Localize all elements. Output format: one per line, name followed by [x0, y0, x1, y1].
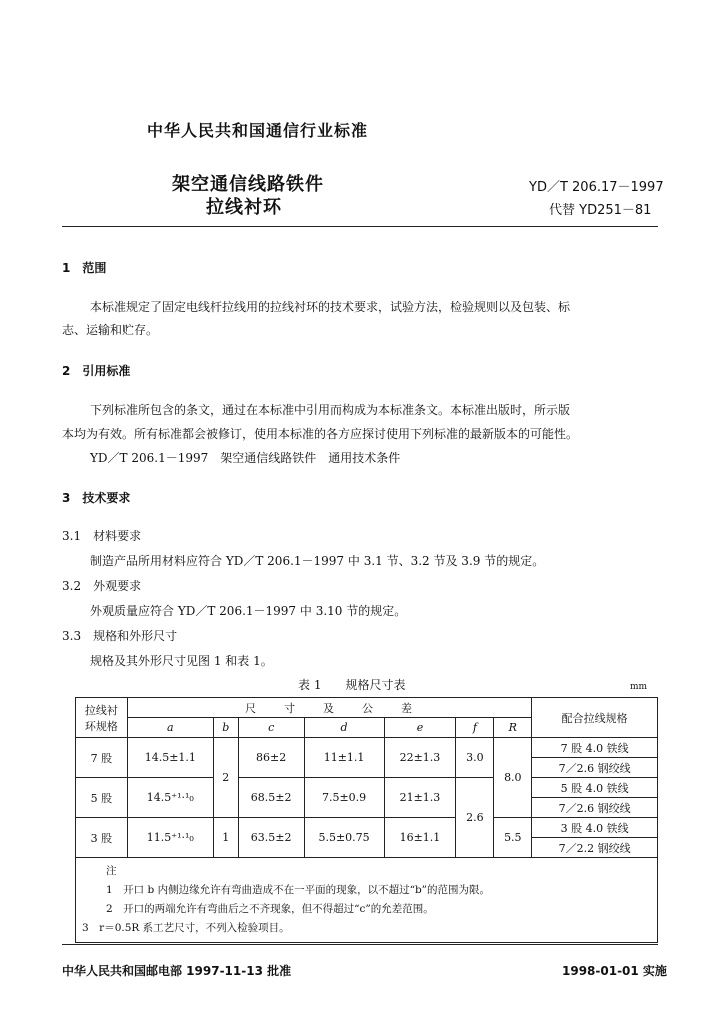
table-row: [76, 778, 658, 798]
section-3-3-text: 规格及其外形尺寸见图 1 和表 1。: [90, 654, 273, 668]
table-header-row: [76, 698, 658, 718]
note-3: 3 r＝0.5R 系工艺尺寸，不列入检验项目。: [82, 922, 290, 934]
header-dims: 尺 寸 及 公 差: [127, 698, 531, 718]
cell-c: 86±2: [238, 738, 304, 778]
cell-match: 7 股 4.0 铁线: [532, 738, 658, 758]
cell-f: 2.6: [456, 778, 494, 858]
section-2-paragraph-line2: 本均为有效。所有标准都会被修订，使用本标准的各方应探讨使用下列标准的最新版本的可能性。: [62, 427, 579, 441]
header-spec: 拉线衬 环规格: [76, 698, 128, 738]
col-e: e: [384, 718, 456, 738]
replaces-standard: 代替 YD251－81: [549, 203, 652, 218]
section-2-paragraph-line1: 下列标准所包含的条文，通过在本标准中引用而构成为本标准条文。本标准出版时，所示版: [90, 403, 571, 417]
table-caption: 表 1 规格尺寸表: [298, 678, 406, 692]
document-title-line1: 架空通信线路铁件: [172, 174, 324, 195]
col-R: R: [494, 718, 532, 738]
document-title-line2: 拉线衬环: [206, 197, 282, 218]
section-3-heading: 3 技术要求: [62, 491, 131, 505]
cell-a: 11.5⁺¹·¹₀: [127, 818, 213, 858]
cell-e: 21±1.3: [384, 778, 456, 818]
cell-match: 3 股 4.0 铁线: [532, 818, 658, 838]
cell-match: 7／2.6 钢绞线: [532, 798, 658, 818]
cell-a: 14.5⁺¹·¹₀: [127, 778, 213, 818]
cell-match: 5 股 4.0 铁线: [532, 778, 658, 798]
cell-e: 22±1.3: [384, 738, 456, 778]
cell-spec: 5 股: [76, 778, 128, 818]
section-3-3-heading: 3.3 规格和外形尺寸: [62, 629, 178, 643]
table-notes: [76, 858, 658, 943]
table-row: [76, 818, 658, 838]
cell-R: 8.0: [494, 738, 532, 818]
section-2-heading: 2 引用标准: [62, 364, 131, 378]
issuing-organization: 中华人民共和国通信行业标准: [147, 121, 369, 140]
section-3-2-heading: 3.2 外观要求: [62, 579, 142, 593]
cell-spec: 7 股: [76, 738, 128, 778]
approval-date: 中华人民共和国邮电部 1997-11-13 批准: [62, 964, 292, 978]
section-1-paragraph-line2: 志、运输和贮存。: [62, 323, 159, 337]
section-3-1-heading: 3.1 材料要求: [62, 529, 142, 543]
standard-code: YD／T 206.17－1997: [529, 180, 664, 195]
col-d: d: [304, 718, 384, 738]
footer-rule: [62, 944, 658, 945]
cell-c: 68.5±2: [238, 778, 304, 818]
cell-f: 3.0: [456, 738, 494, 778]
note-2: 2 开口的两端允许有弯曲后之不齐现象，但不得超过“c”的允差范围。: [106, 903, 434, 915]
effective-date: 1998-01-01 实施: [562, 964, 667, 978]
cell-match: 7／2.6 钢绞线: [532, 758, 658, 778]
cell-match: 7／2.2 钢绞线: [532, 838, 658, 858]
section-3-1-text: 制造产品所用材料应符合 YD／T 206.1－1997 中 3.1 节、3.2 节及 3.9 节的规定。: [90, 554, 545, 568]
cell-R: 5.5: [494, 818, 532, 858]
table-row: [76, 738, 658, 758]
col-c: c: [238, 718, 304, 738]
section-1-paragraph-line1: 本标准规定了固定电线杆拉线用的拉线衬环的技术要求，试验方法，检验规则以及包装、标: [90, 300, 571, 314]
header-rule: [62, 226, 658, 227]
header-match: 配合拉线规格: [532, 698, 658, 738]
cell-d: 5.5±0.75: [304, 818, 384, 858]
cell-d: 11±1.1: [304, 738, 384, 778]
col-f: f: [456, 718, 494, 738]
cell-b: 2: [213, 738, 238, 818]
cell-a: 14.5±1.1: [127, 738, 213, 778]
cell-b: 1: [213, 818, 238, 858]
table-notes-row: [76, 858, 658, 943]
table-unit: mm: [630, 682, 648, 692]
cell-spec: 3 股: [76, 818, 128, 858]
section-1-heading: 1 范围: [62, 261, 107, 275]
spec-table: [75, 697, 658, 943]
notes-label: 注: [106, 865, 117, 877]
col-b: b: [213, 718, 238, 738]
cell-d: 7.5±0.9: [304, 778, 384, 818]
section-3-2-text: 外观质量应符合 YD／T 206.1－1997 中 3.10 节的规定。: [90, 604, 407, 618]
note-1: 1 开口 b 内侧边缘允许有弯曲造成不在一平面的现象，以不超过“b”的范围为限。: [106, 884, 491, 896]
col-a: a: [127, 718, 213, 738]
cell-c: 63.5±2: [238, 818, 304, 858]
cell-e: 16±1.1: [384, 818, 456, 858]
section-2-reference: YD／T 206.1－1997 架空通信线路铁件 通用技术条件: [90, 451, 401, 465]
